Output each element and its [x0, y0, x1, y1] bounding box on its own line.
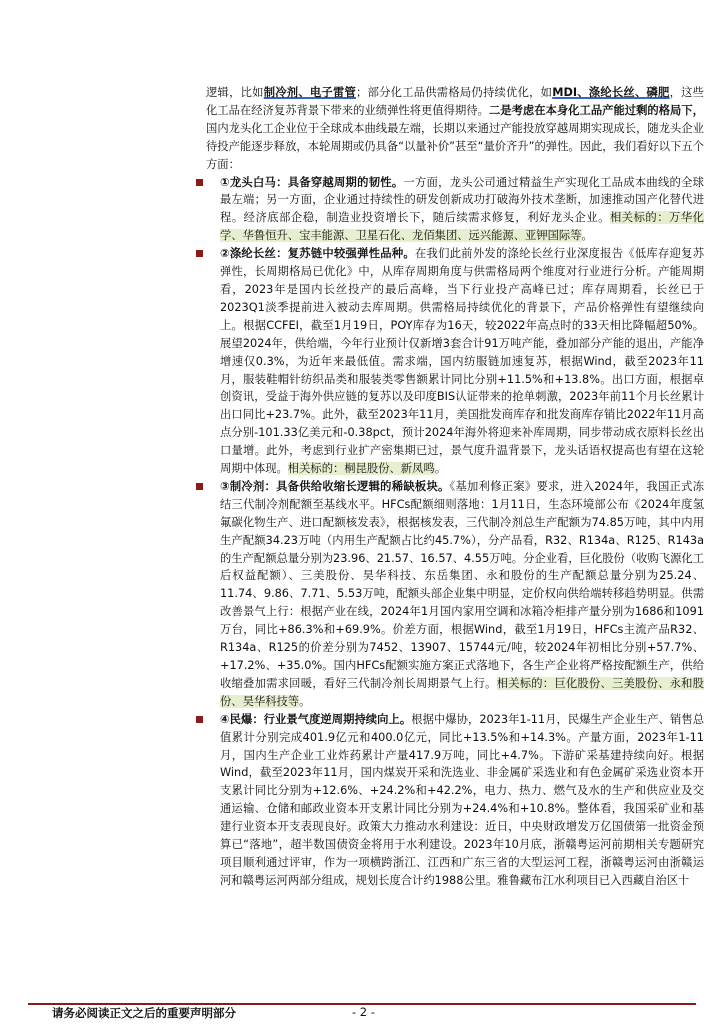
intro-text: 国内龙头化工企业位于全球成本曲线最左端，长期以来通过产能投放穿越周期实现成长，随龙头企业待投产能逐步释放，本轮周期或仍具备“以量补价”甚至“量价齐升”的弹性。因此，我们看好以下五个方面： — [206, 121, 704, 171]
related-stocks: 桐昆股份、新凤鸣 — [344, 462, 435, 476]
intro-text: ，这些化工品在经济复苏背景下带来的业绩弹性将更值得期待。 — [206, 86, 704, 117]
intro-keyword-refrigerant: 制冷剂、电子雷管 — [263, 86, 357, 99]
report-body — [206, 84, 704, 890]
related-stocks: 巨化股份、三美股份、永和股份、昊华科技等 — [220, 676, 704, 708]
item-heading: ③制冷剂：具备供给收缩长逻辑的稀缺板块。 — [220, 479, 450, 493]
page-number: - 2 - — [352, 1005, 375, 1019]
intro-text: ；部分化工品供需格局仍持续优化，如 — [356, 86, 553, 99]
item-end: 。 — [434, 462, 446, 476]
item-body: 根据中爆协，2023年1-11月，民爆生产企业生产、销售总值累计分别完成401.9亿元和400.0亿元，同比+13.5%和+14.3%。产量方面，2023年1-11月，国内生产企业工业炸药累计产量417.9万吨，同比+4.7%。下游矿采基建持续向好。根据Wind，截至2023年11月，国内煤炭开采和洗选业、非金属矿采选业和有色金属矿采选业资本开支累计同比分别为+12.6%、+24.2%和+42.2%，电力、热力、燃气及水的生产和供应业及交通运输、仓储和邮政业资本开支累计同比分别为+24.4%和+10.8%。整体看，我国采矿业和基建行业资本开支表现良好。政策大力推动水利建设：近日，中央财政增发万亿国债第一批资金预算已“落地”，超半数国债资金将用于水利建设。2023年10月底，浙赣粤运河前期相关专题研究项目顺利通过评审，作为一项横跨浙江、江西和广东三省的大型运河工程，浙赣粤运河由浙赣运河和赣粤运河两部分组成，规划长度合计约1988公里。雅鲁藏布江水利项目已入西藏自治区十 — [220, 712, 704, 887]
item-body: 在我们此前外发的涤纶长丝行业深度报告《低库存迎复苏弹性，长周期格局已优化》中，从库存周期角度与供需格局两个维度对行业进行分析。产能周期看，2023年是国内长丝投产的最后高峰，当下行业投产高峰已过；库存周期看，长丝已于2023Q1淡季提前进入被动去库周期。供需格局持续优化的背景下，产品价格弹性有望继续向上。根据CCFEI，截至1月19日，POY库存为16天，较2022年高点时的33天相比降幅超50%。展望2024年，供给端，今年行业预计仅新增3套合计91万吨产能，叠加部分产能的退出，产能净增速仅0.3%，为近年来最低值。需求端，国内纺服链加速复苏，根据Wind，截至2023年11月，服装鞋帽针纺织品类和服装类零售额累计同比分别+11.5%和+13.8%。出口方面，根据卓创资讯，受益于海外供应链的复苏以及印度BIS认证带来的抢单刺激，2023年前11个月长丝累计出口同比+23.7%。此外，截至2023年11月，美国批发商库存和批发商库存销比2022年11月高点分别-101.33亿美元和-0.38pct，预计2024年海外将迎来补库周期，同步带动成衣原料长丝出口量增。此外，考虑到行业扩产密集期已过，景气度升温背景下，龙头话语权提高也有望在这轮周期中体现。 — [220, 247, 704, 476]
item-polyester-filament — [206, 245, 704, 478]
item-end: 。 — [299, 694, 311, 708]
intro-paragraph — [206, 84, 704, 174]
bullet-icon — [196, 179, 203, 186]
item-leading-companies — [206, 174, 704, 246]
bullet-icon — [196, 716, 203, 723]
intro-emphasis: 二是考虑在本身化工品产能过剩的格局下， — [488, 103, 704, 117]
related-label: 相关标的： — [287, 462, 345, 476]
intro-text: 逻辑，比如 — [206, 86, 264, 99]
related-stocks: 万华化学、华鲁恒升、宝丰能源、卫星石化、龙佰集团、远兴能源、亚钾国际等 — [220, 211, 704, 243]
bullet-icon — [196, 250, 203, 257]
related-label: 相关标的： — [496, 676, 555, 690]
item-heading: ②涤纶长丝：复苏链中较强弹性品种。 — [220, 247, 415, 261]
item-civil-explosives — [206, 711, 704, 890]
footer-disclaimer: 请务必阅读正文之后的重要声明部分 — [52, 1006, 236, 1020]
intro-keyword-mdi: MDI、涤纶长丝、磷肥 — [552, 86, 670, 99]
item-body: 《基加利修正案》要求，进入2024年，我国正式冻结三代制冷剂配额至基线水平。HFCs配额细则落地：1月11日，生态环境部公布《2024年度氢氟碳化物生产、进口配额核发表》，根据核发表，三代制冷剂总生产配额为74.85万吨，其中内用生产配额34.23万吨（内用生产配额占比约45.7%），分产品看，R32、R134a、R125、R143a的生产配额总量分别为23.96、21.57、16.57、4.55万吨。分企业看，巨化股份（收购飞源化工后权益配额）、三美股份、昊华科技、东岳集团、永和股份的生产配额总量分别为25.24、11.74、9.86、7.71、5.53万吨，配额头部企业集中明显，定价权向供给端转移趋势明显。供需改善景气上行：根据产业在线，2024年1月国内家用空调和冰箱冷柜排产量分别为1686和1091万台，同比+86.3%和+69.9%。价差方面，根据Wind，截至1月19日，HFCs主流产品R32、R134a、R125的价差分别为7452、13907、15744元/吨，较2024年初相比分别+57.7%、+17.2%、+35.0%。国内HFCs配额实施方案正式落地下，各生产企业将严格按配额生产，供给收缩叠加需求回暖，看好三代制冷剂长周期景气上行。 — [220, 479, 704, 690]
bullet-icon — [196, 483, 203, 490]
item-heading: ④民爆：行业景气度逆周期持续向上。 — [220, 712, 412, 726]
item-refrigerant — [206, 478, 704, 711]
item-end: 。 — [581, 229, 593, 243]
item-body: 一方面，龙头公司通过精益生产实现化工品成本曲线的全球最左端；另一方面，企业通过持续性的研发创新成功打破海外技术垄断，加速推动国产化替代进程。经济底部企稳，制造业投资增长下，随后续需求修复，利好龙头企业。 — [220, 175, 704, 225]
item-heading: ①龙头白马：具备穿越周期的韧性。 — [220, 175, 404, 189]
related-label: 相关标的： — [609, 211, 670, 225]
